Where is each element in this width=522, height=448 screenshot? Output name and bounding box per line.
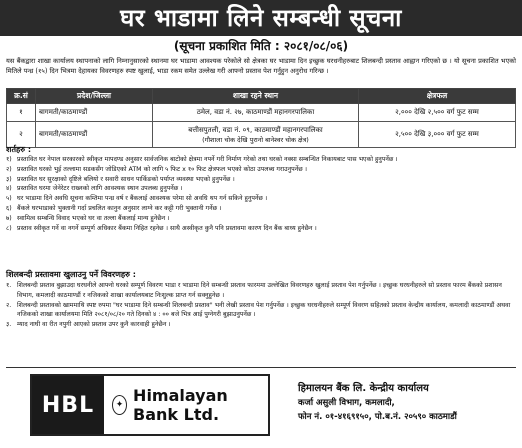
list-item-number: ५) [6, 195, 12, 203]
office-line-2: कर्जा असुली विभाग, कमलादी, [298, 398, 395, 408]
intro-paragraph: यस बैंकद्वारा शाखा कार्यालय स्थापनाको लागि निम्नानुसारको स्थानमा घर भाडामा आवश्यक परेकोले सो क्षेत्रका घर भाडामा दिन इच्छुक घरधनीहरुबाट शिलबन्दी प्रस्ताव आह्वान गरिएको छ । यो सूचना प्रकाशित भएको मितिले पन्ध्र (१५) दिन भित्रमा देहायका विवरणहरु स्पष्ट खुलाई, भाडा रकम समेत उल्लेख गरी आफ्नो प्रस्ताव पेश गर्नुहुन अनुरोध गरिन्छ । [6, 57, 516, 75]
bank-name: Himalayan Bank Ltd. [133, 386, 228, 424]
proposal-details-list [6, 281, 516, 330]
col-header-location: शाखा रहने स्थान [153, 89, 359, 104]
list-item-text: शिलबन्दी प्रस्ताव बुझाउदा घरधनीले आफ्नो घरको सम्पूर्ण विवरण भाडा र भाडामा दिने सम्बन्धी प्रस्ताव फारममा उल्लेखित विवरणहरु खुलाई प्रस्ताव पेश गर्नुपर्नेछ । इच्छुक घरधनीहरुले सो प्रस्ताव फारम बैंकको प्रशासन विभाग, कमलादी काठमाण्डौं र नजिकको शाखा कार्यालयबाट निःशुल्क प्राप्त गर्न सक्नुहुनेछ । [17, 282, 502, 299]
list-item [6, 184, 516, 194]
list-item-text: प्रस्तावित घरमा जेनेरेटर राख्नको लागि आवश्यक स्थान उपलब्ध हुनुपर्नेछ । [17, 185, 183, 193]
location-text: ठमेल, वडा नं. २७, काठमाण्डौं महानगरपालिका [196, 108, 315, 116]
list-item-number: २. [6, 301, 12, 309]
list-item [6, 214, 516, 224]
cell-area: २,५०० देखि ३,००० वर्ग फुट सम्म [359, 122, 516, 148]
list-item-number: ७) [6, 214, 12, 222]
list-item-text: म्याद नाघी वा रीत नपुगी आएको प्रस्ताव उपर कुनै कारवाही हुनेछैन । [17, 321, 171, 329]
office-line-3: फोन नं. ०१-४१६९१५०, पो.ब.नं. २०५९० काठमाडौं [298, 412, 457, 422]
list-item-number: १) [6, 156, 12, 163]
table-row [7, 104, 516, 122]
list-item [6, 155, 516, 165]
cell-sn: १ [7, 104, 36, 122]
location-text: बत्तीसपुतली, वडा नं. ०९, काठमाण्डौं महानगरपालिका [188, 125, 323, 134]
cell-sn: २ [7, 122, 36, 148]
office-line-1: हिमालयन बैंक लि. केन्द्रीय कार्यालय [298, 383, 429, 394]
list-item-number: ६) [6, 204, 12, 212]
list-item [6, 281, 516, 301]
list-item-number: ८) [6, 224, 12, 232]
list-item-number: १. [6, 282, 12, 289]
published-date: (सूचना प्रकाशित मिति : २०८१/०८/०६) [173, 39, 349, 53]
list-item [6, 301, 516, 321]
conditions-heading: शर्तहरु : [6, 145, 32, 154]
list-item [6, 204, 516, 214]
list-item-text: प्रस्तावित घरको भुई तल्लामा सडकसँग जोडिएको ATM को लागि ५ फिट x १० फिट क्षेत्रफल भएको कोठा उपलब्ध गराउनुपर्नेछ । [17, 165, 307, 173]
list-item-text: बैंकले घरभाडाको भुक्तानी गर्दा प्रचलित कानुन अनुसार लाग्ने कर कट्टी गरी भुक्तानी गर्नेछ । [17, 204, 222, 212]
list-item [6, 175, 516, 185]
notice-title: घर भाडामा लिने सम्बन्धी सूचना [0, 0, 522, 36]
bank-seal-icon: ✦ [112, 395, 127, 415]
footer-divider [6, 367, 516, 368]
cell-location [153, 122, 359, 148]
list-item-text: स्वामित्व सम्बन्धि विवाद भएको घर वा तल्ला बैंकलाई मान्य हुनेछैन । [17, 214, 170, 222]
list-item-number: ३) [6, 175, 12, 183]
list-item [6, 194, 516, 204]
table-row [7, 122, 516, 148]
hbl-logo-mark: HBL [32, 376, 104, 434]
cell-area: २,००० देखि २,५०० वर्ग फुट सम्म [359, 104, 516, 122]
proposal-details-heading: शिलबन्दी प्रस्तावमा खुलाउनु पर्ने विवरणहरु : [6, 270, 136, 279]
list-item [6, 224, 516, 234]
bank-logo [30, 374, 270, 436]
list-item-number: ४) [6, 185, 12, 193]
office-address [298, 382, 514, 424]
cell-location [153, 104, 359, 122]
col-header-sn: क्र.सं [7, 89, 36, 104]
list-item [6, 165, 516, 175]
col-header-area: क्षेत्रफल [359, 89, 516, 104]
conditions-list [6, 155, 516, 233]
location-subtext: (गौशाला चोक देखि पुरानो बानेश्वर चोक क्षेत्र) [202, 135, 309, 144]
list-item [6, 320, 516, 330]
list-item-text: प्रस्तावित घर नेपाल सरकारको स्वीकृत मापदण्ड अनुसार सार्वजनिक बाटोको क्षेत्रमा नपर्ने गरी निर्माण गरेको तथा घरको नक्सा सम्बन्धित निकायबाट पास भएको हुनुपर्नेछ । [17, 156, 398, 163]
list-item-text: प्रस्तावित घर सुरक्षाको दृष्टिले बलियो र सवारी साधन पार्किङको पर्याप्त व्यवस्था भएको हुनुपर्नेछ । [17, 175, 235, 183]
list-item-text: घर भाडामा दिने अवधि सूचना कम्तिमा पन्ध्र वर्ष र बैंकलाई आवश्यक परेमा सो अवधि थप गर्न सकिने हुनुपर्नेछ । [17, 195, 268, 203]
bank-name-block [104, 386, 268, 424]
table-header-row [7, 89, 516, 104]
list-item-number: २) [6, 165, 12, 173]
cell-province: बागमती/काठमाण्डौं [36, 104, 153, 122]
list-item-text: प्रस्ताव स्वीकृत गर्ने वा नगर्ने सम्पूर्ण अधिकार बैंकमा निहित रहनेछ । साथै अस्वीकृत कुनै पनि प्रस्तावमा कारण दिन बैंक बाध्य हुनेछैन । [17, 224, 317, 232]
list-item-text: शिलबन्दी प्रस्तावको खाममाथि स्पष्ट रुपमा "घर भाडामा दिने सम्बन्धी शिलबन्दी प्रस्ताव" भनी लेखी प्रस्ताव पेश गर्नुपर्नेछ । इच्छुक घरधनीहरुले सम्पूर्ण विवरण सहितको प्रस्ताव केन्द्रीय कार्यालय, कमलादी काठमाण्डौं अथवा नजिकको शाखा कार्यालयमा मिति २०८१/०८/२० गते दिनको ४ : ०० बजे भित्र आई पुग्नेगरी बुझाउनुपर्नेछ । [17, 301, 511, 319]
list-item-number: ३. [6, 321, 12, 329]
cell-province: बागमती/काठमाण्डौं [36, 122, 153, 148]
col-header-province: प्रदेश/जिल्ला [36, 89, 153, 104]
branch-table [6, 88, 516, 148]
